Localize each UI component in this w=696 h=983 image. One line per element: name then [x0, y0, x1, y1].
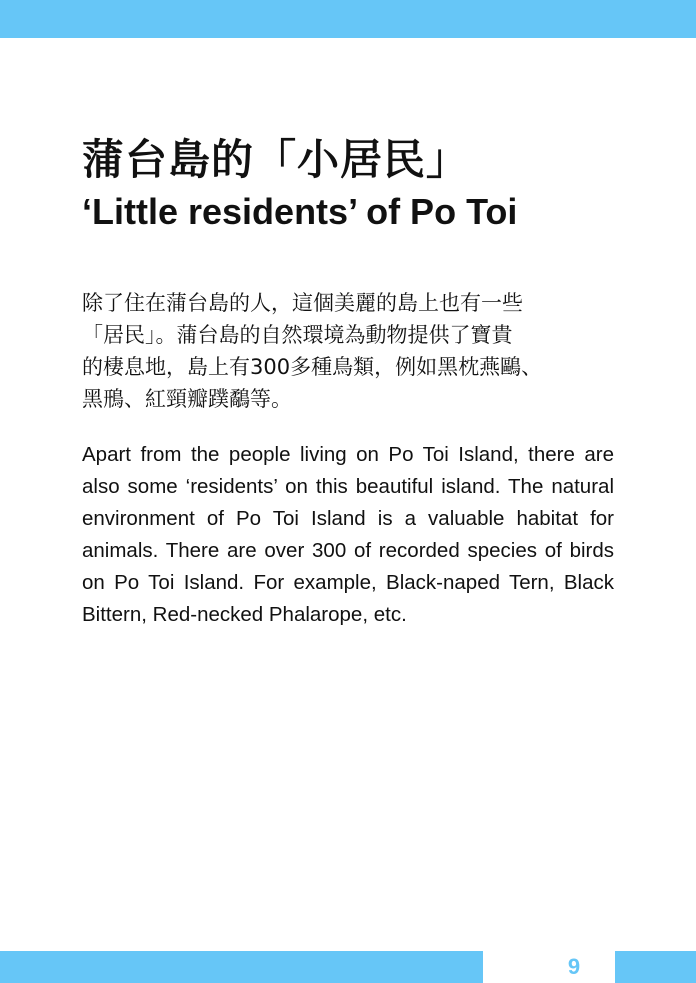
body-paragraph-english: Apart from the people living on Po Toi Island, there are also some ‘residents’ on this beautiful island. The natural environment of Po Toi Island is a valuable habitat for animals. There are over 300 of recorded species of birds on Po Toi Island. For example, Black-naped Tern, Black Bittern, Red-necked Phalarope, etc.: [82, 443, 614, 626]
top-accent-bar: [0, 0, 696, 38]
bottom-accent-bar-left: [0, 951, 483, 983]
page-number: 9: [567, 954, 581, 979]
body-zh-line: 「居民」。蒲台島的自然環境為動物提供了寶貴: [82, 323, 513, 347]
page-title-chinese: 蒲台島的「小居民」: [82, 135, 470, 184]
body-zh-line: 除了住在蒲台島的人，這個美麗的島上也有一些: [82, 291, 523, 315]
body-zh-line: 黑鳽、紅頸瓣蹼鷸等。: [82, 387, 292, 411]
page-title-english: ‘Little residents’ of Po Toi: [82, 191, 518, 232]
body-zh-line: 的棲息地，島上有300多種鳥類，例如黑枕燕鷗、: [82, 355, 543, 379]
body-paragraph-chinese: [82, 287, 642, 415]
bottom-accent-bar-right: [615, 951, 696, 983]
